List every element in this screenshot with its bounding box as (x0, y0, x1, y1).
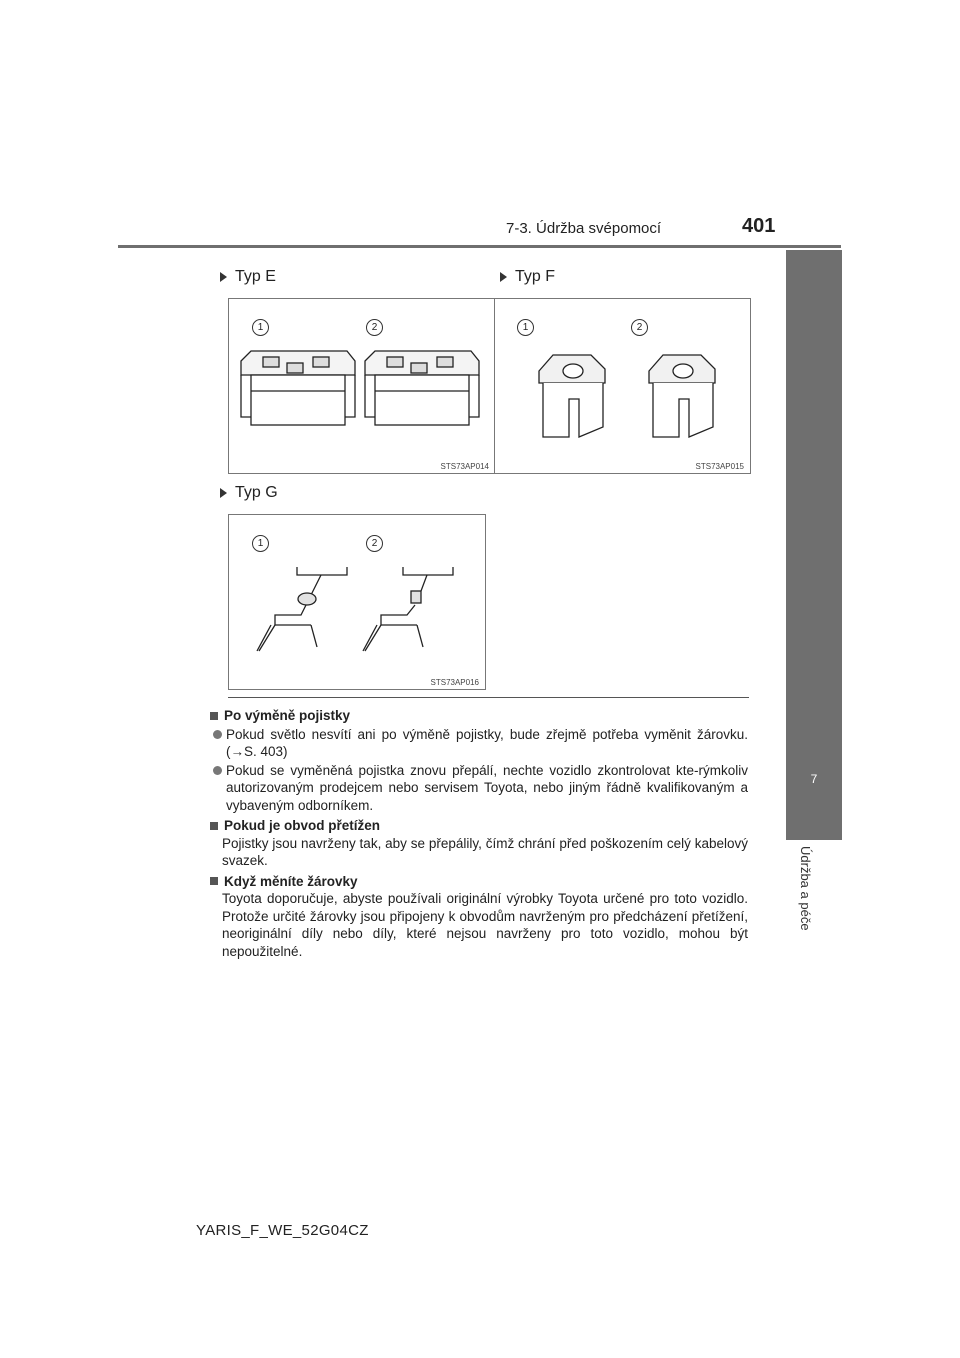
heading-text: Když měníte žárovky (224, 873, 358, 889)
section-heading (210, 873, 748, 891)
figure-type-f (494, 298, 751, 474)
type-label-text: Typ E (235, 268, 276, 285)
section-heading (210, 817, 748, 835)
chapter-title: Údržba a péče (798, 846, 813, 931)
list-item (210, 726, 748, 761)
header-divider (118, 245, 841, 248)
circle-bullet-icon (213, 730, 222, 739)
section-divider (228, 697, 749, 698)
callout-2: 2 (366, 535, 383, 552)
type-label-text: Typ G (235, 484, 278, 501)
section-heading (210, 707, 748, 725)
callout-1: 1 (517, 319, 534, 336)
notes-content (210, 704, 748, 960)
callout-2: 2 (631, 319, 648, 336)
type-label-text: Typ F (515, 268, 556, 285)
figure-type-g (228, 514, 486, 690)
bullet-text: Pokud světlo nesvítí ani po výměně pojistky, bude zřejmě potřeba vyměnit žárovku. (→S. 403) (226, 726, 748, 759)
circle-bullet-icon (213, 766, 222, 775)
figure-type-e (228, 298, 496, 474)
chapter-number: 7 (810, 772, 818, 786)
callout-2: 2 (366, 319, 383, 336)
paragraph: Toyota doporučuje, abyste používali originální výrobky Toyota určené pro toto vozidlo. Protože určité žárovky jsou připojeny k obvodům navrženým pro předcházení přetížení, neoriginální díly nebo díly, které nejsou navrženy pro toto vozidlo, mohou být nepoužitelné. (222, 891, 748, 959)
fuse-type-e-illustration (229, 299, 495, 473)
square-bullet-icon (210, 712, 218, 720)
paragraph: Pojistky jsou navrženy tak, aby se přepálily, čímž chrání před poškozením celý kabelový svazek. (222, 835, 748, 868)
triangle-bullet-icon (220, 272, 227, 282)
type-g-label (220, 484, 278, 502)
figure-code: STS73AP015 (695, 462, 744, 471)
callout-1: 1 (252, 535, 269, 552)
heading-text: Po výměně pojistky (224, 708, 351, 723)
heading-text: Pokud je obvod přetížen (224, 818, 381, 833)
section-title: 7-3. Údržba svépomocí (506, 220, 662, 237)
type-f-label (500, 268, 555, 286)
figure-code: STS73AP014 (440, 462, 489, 471)
triangle-bullet-icon (220, 488, 227, 498)
list-item (210, 762, 748, 815)
page-number: 401 (742, 215, 776, 237)
type-e-label (220, 268, 276, 286)
square-bullet-icon (210, 877, 218, 885)
triangle-bullet-icon (500, 272, 507, 282)
chapter-tab (786, 250, 842, 840)
square-bullet-icon (210, 822, 218, 830)
callout-1: 1 (252, 319, 269, 336)
document-id: YARIS_F_WE_52G04CZ (196, 1222, 369, 1239)
bullet-text: Pokud se vyměněná pojistka znovu přepálí, nechte vozidlo zkontrolovat kte-rýmkoliv autorizovaným prodejcem nebo servisem Toyota, nebo jiným řádně kvalifikovaným a vybaveným odborníkem. (226, 762, 748, 813)
figure-code: STS73AP016 (430, 678, 479, 687)
